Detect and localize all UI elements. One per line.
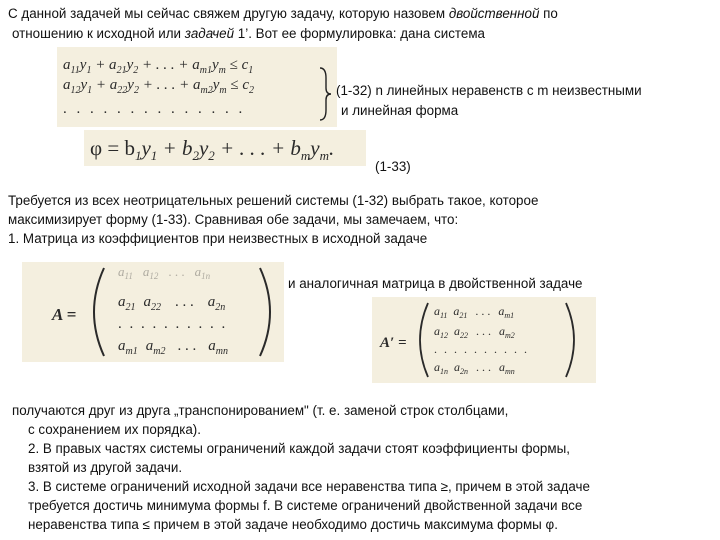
body-line-4: и аналогичная матрица в двойственной задаче bbox=[288, 276, 583, 291]
intro-text: отношению к исходной или bbox=[12, 26, 185, 41]
matrix-a-prime-dots: . . . . . . . . . . bbox=[434, 342, 529, 356]
conclusion-line-1: получаются друг из друга „транспонированием" (т. е. заменой строк столбцами, bbox=[12, 403, 509, 418]
matrix-a-prime-row-4: $a_{1n}$ $a_{2n}$ . . . $a_{mn}$ bbox=[434, 360, 515, 376]
matrix-a-row-1: $a_{11}$ $a_{12}$ . . . $a_{1n}$ bbox=[118, 264, 211, 281]
conclusion-line-6: требуется достичь минимума формы f. В системе ограничений двойственной задачи все bbox=[28, 498, 583, 513]
matrix-a-name: A = bbox=[52, 305, 77, 324]
inequality-system-svg bbox=[57, 47, 337, 127]
system-description-1: (1-32) n линейных неравенств с m неизвестными bbox=[336, 83, 642, 98]
matrix-a-prime-right-paren bbox=[566, 303, 574, 377]
system-description-2: и линейная форма bbox=[341, 103, 459, 118]
matrix-a-row-4: $a_{m1}$ $a_{m2}$ . . . $a_{mn}$ bbox=[118, 338, 228, 357]
conclusion-line-7: неравенства типа ≤ причем в этой задаче необходимо достичь максимума формы φ. bbox=[28, 517, 558, 532]
matrix-a-left-paren bbox=[94, 268, 104, 356]
inequality-system-image bbox=[57, 47, 337, 127]
conclusion-line-4: взятой из другой задачи. bbox=[28, 460, 183, 475]
system-row-2: $a_{12}y_1 + a_{22}y_2$ + . . . + $a_{m2}y_m \le c_2$ bbox=[63, 77, 254, 96]
system-dots-row: . . . . . . . . . . . . . . bbox=[63, 101, 246, 117]
system-row-1: $a_{11}y_1 + a_{21}y_2$ + . . . + $a_{m1}y_m \le c_1$ bbox=[63, 57, 254, 76]
matrix-a-dots: . . . . . . . . . . bbox=[118, 316, 228, 332]
matrix-a-prime-row-2: $a_{12}$ $a_{22}$ . . . $a_{m2}$ bbox=[434, 324, 515, 340]
intro-emphasis: двойственной bbox=[448, 6, 540, 21]
linear-form-formula: $\varphi = b_1y_1 + b_2y_2$ + . . . + $b_my_m$. bbox=[90, 136, 335, 163]
intro-text: 1’. Вот ее формулировка: дана система bbox=[234, 26, 486, 41]
conclusion-line-2: с сохранением их порядка). bbox=[28, 422, 201, 437]
matrix-a-prime-name: A′ = bbox=[380, 335, 407, 351]
form-label: (1-33) bbox=[375, 159, 411, 174]
intro-emphasis: задачей bbox=[184, 26, 235, 41]
linear-form-image bbox=[84, 130, 366, 166]
matrix-a-row-2: $a_{21}$ $a_{22}$ . . . $a_{2n}$ bbox=[118, 294, 226, 313]
intro-line-2 bbox=[12, 25, 485, 43]
linear-form-svg bbox=[84, 130, 366, 166]
conclusion-line-3: 2. В правых частях системы ограничений каждой задачи стоят коэффициенты формы, bbox=[28, 441, 570, 456]
intro-line-1 bbox=[8, 5, 558, 23]
matrix-a-prime-svg bbox=[372, 297, 596, 383]
intro-text: С данной задачей мы сейчас свяжем другую задачу, которую назовем bbox=[8, 6, 449, 21]
conclusion-line-5: 3. В системе ограничений исходной задачи все неравенства типа ≥, причем в этой задаче bbox=[28, 479, 590, 494]
intro-text: по bbox=[539, 6, 558, 21]
matrix-a-right-paren bbox=[260, 268, 270, 356]
matrix-a-image bbox=[22, 262, 284, 362]
matrix-a-prime-image bbox=[372, 297, 596, 383]
system-brace bbox=[318, 66, 332, 122]
body-line-1: Требуется из всех неотрицательных решений системы (1-32) выбрать такое, которое bbox=[8, 193, 539, 208]
body-line-2: максимизирует форму (1-33). Сравнивая обе задачи, мы замечаем, что: bbox=[8, 212, 459, 227]
matrix-a-prime-left-paren bbox=[420, 303, 428, 377]
matrix-a-prime-row-1: $a_{11}$ $a_{21}$ . . . $a_{m1}$ bbox=[434, 304, 515, 320]
body-line-3: 1. Матрица из коэффициентов при неизвестных в исходной задаче bbox=[8, 231, 428, 246]
matrix-a-svg bbox=[22, 262, 284, 362]
